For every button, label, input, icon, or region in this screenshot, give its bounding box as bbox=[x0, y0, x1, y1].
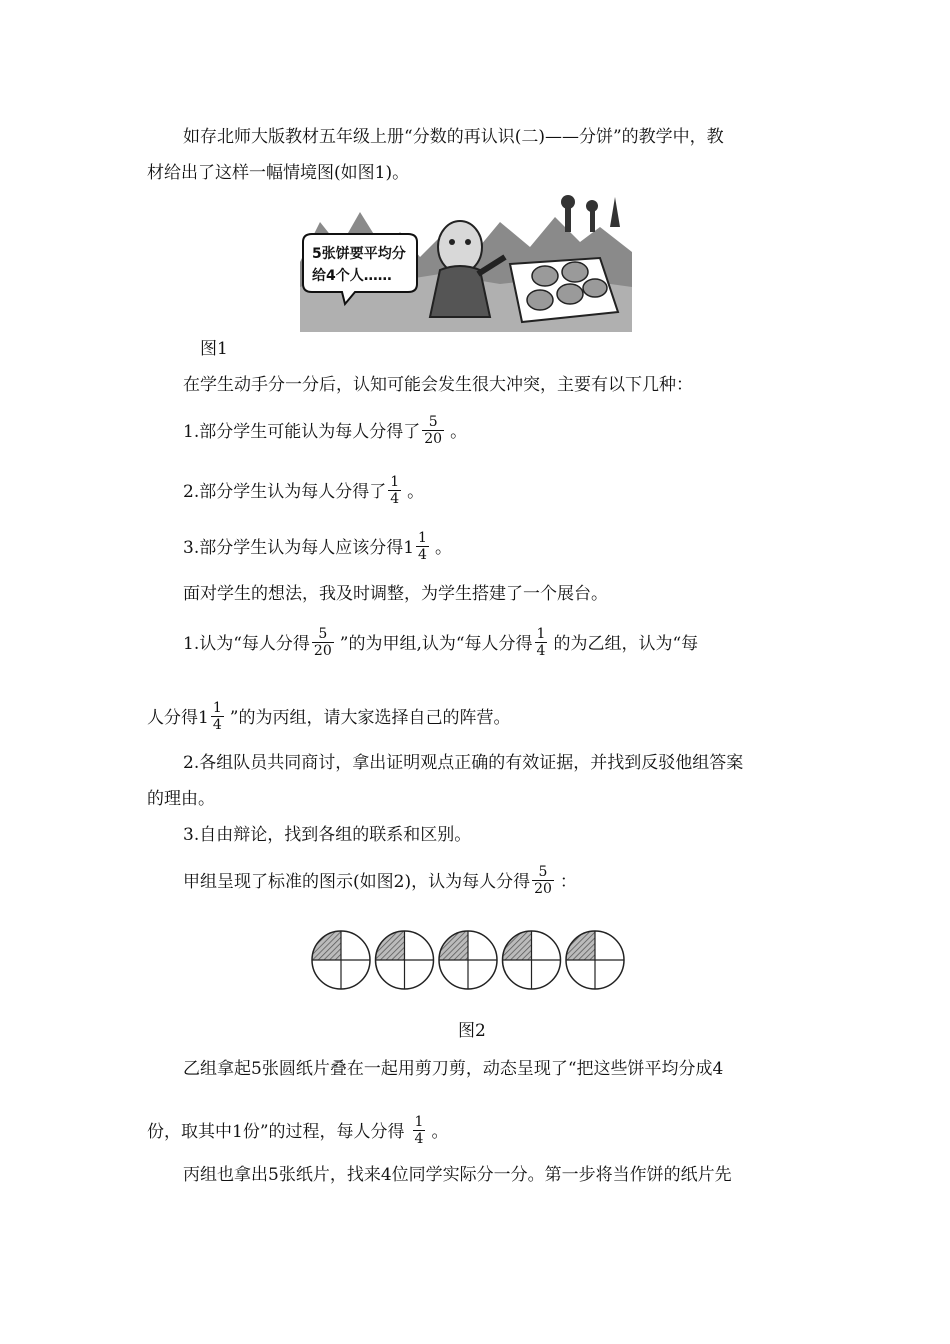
figure1-caption: 图1 bbox=[200, 339, 228, 359]
figure1-illustration bbox=[300, 192, 632, 332]
pie-circle bbox=[376, 931, 434, 989]
paragraph-group-c: 丙组也拿出5张纸片，找来4位同学实际分一分。第一步将当作饼的纸片先 bbox=[183, 1165, 732, 1185]
paragraph-intro-line2: 材给出了这样一幅情境图(如图1)。 bbox=[147, 163, 410, 183]
bubble-text-line1: 5张饼要平均分 bbox=[312, 246, 406, 262]
step2-line1: 2.各组队员共同商讨，拿出证明观点正确的有效证据，并找到反驳他组答案 bbox=[183, 753, 744, 773]
figure2-circles bbox=[310, 928, 625, 992]
paragraph-group-b-line2: 份，取其中1份”的过程，每人分得 $\frac{1}{4}$ 。 bbox=[147, 1114, 449, 1147]
paragraph-conflict: 在学生动手分一分后，认知可能会发生很大冲突，主要有以下几种： bbox=[183, 375, 693, 395]
step3: 3.自由辩论，找到各组的联系和区别。 bbox=[183, 825, 472, 845]
fraction-one-quarter-mixed: $\frac{1}{4}$ bbox=[418, 530, 427, 563]
pie-circle bbox=[312, 931, 370, 989]
step2-line2: 的理由。 bbox=[147, 789, 215, 809]
paragraph-group-b-line1: 乙组拿起5张圆纸片叠在一起用剪刀剪，动态呈现了“把这些饼平均分成4 bbox=[183, 1059, 724, 1079]
pie-circle bbox=[503, 931, 561, 989]
fraction-one-quarter: $\frac{1}{4}$ bbox=[390, 474, 400, 507]
step1-line2: 人分得1 $\frac{1}{4}$ ”的为丙组，请大家选择自己的阵营。 bbox=[147, 700, 511, 733]
step1-line1: 1.认为“每人分得 $\frac{5}{20}$ ”的为甲组,认为“每人分得 $\frac{1}{4}$ 的为乙组，认为“每 bbox=[183, 626, 699, 659]
list-item-1: 1.部分学生可能认为每人分得了 $\frac{5}{20}$ 。 bbox=[183, 414, 468, 447]
paragraph-group-a: 甲组呈现了标准的图示(如图2)，认为每人分得 $\frac{5}{20}$ ： bbox=[183, 864, 577, 897]
paragraph-adjust: 面对学生的想法，我及时调整，为学生搭建了一个展台。 bbox=[183, 584, 608, 604]
pie-circle bbox=[566, 931, 624, 989]
figure2-caption: 图2 bbox=[458, 1021, 486, 1041]
list-item-3: 3.部分学生认为每人应该分得1 $\frac{1}{4}$ 。 bbox=[183, 530, 452, 563]
pie-circle bbox=[439, 931, 497, 989]
fraction-five-twentieths: $\frac{5}{20}$ bbox=[424, 414, 443, 447]
list-item-2: 2.部分学生认为每人分得了 $\frac{1}{4}$ 。 bbox=[183, 474, 425, 507]
bubble-text-line2: 给4个人…… bbox=[312, 268, 392, 284]
mat-with-cakes bbox=[510, 258, 618, 322]
paragraph-intro-line1: 如存北师大版教材五年级上册“分数的再认识(二)——分饼”的教学中，教 bbox=[183, 127, 724, 147]
